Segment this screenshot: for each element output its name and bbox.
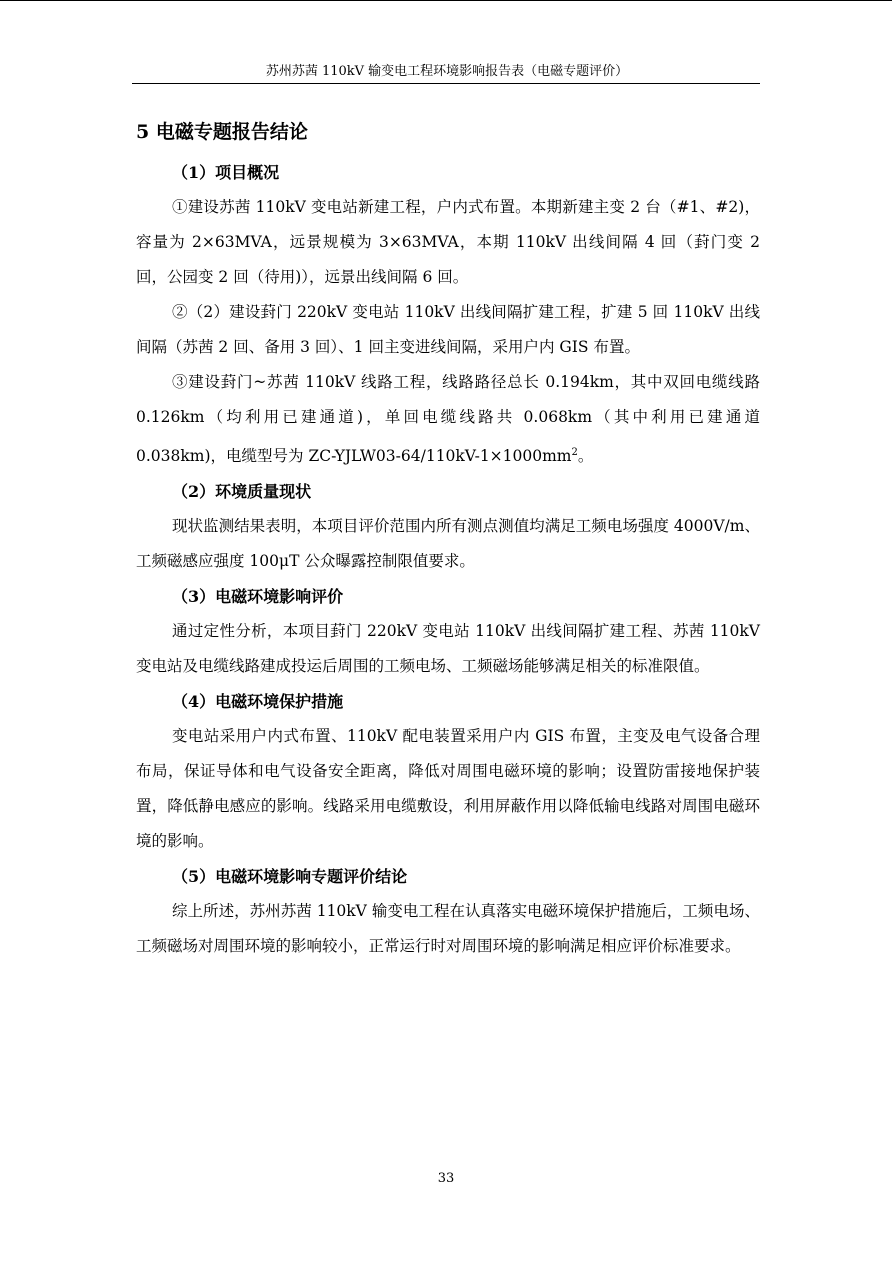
- subsection-title-project-overview: （1）项目概况: [172, 163, 280, 182]
- line-construction-end: 。: [577, 447, 594, 466]
- superscript-2: 2: [571, 447, 578, 458]
- section-title: 5 电磁专题报告结论: [136, 121, 308, 143]
- running-header: 苏州苏茜 110kV 输变电工程环境影响报告表（电磁专题评价）: [265, 64, 629, 79]
- paragraph-substation-construction: ①建设苏茜 110kV 变电站新建工程，户内式布置。本期新建主变 2 台（#1、#2)，容量为 2×63MVA，远景规模为 3×63MVA，本期 110kV 出线间隔 4 回（葑门变 2 回，公园变 2 回（待用)），远景出线间隔 6 回。: [136, 198, 760, 286]
- subsection-title-impact-assessment: （3）电磁环境影响评价: [172, 587, 344, 607]
- paragraph-protection-measures: 变电站采用户内式布置、110kV 配电装置采用户内 GIS 布置，主变及电气设备合理布局，保证导体和电气设备安全距离，降低对周围电磁环境的影响；设置防雷接地保护装置，降低静电感应的影响。线路采用电缆敷设，利用屏蔽作用以降低输电线路对周围电磁环境的影响。: [136, 727, 760, 851]
- subsection-title-protection-measures: （4）电磁环境保护措施: [172, 692, 344, 712]
- top-border-line: [0, 0, 892, 1]
- subsection-title-environment-status: （2）环境质量现状: [172, 482, 312, 502]
- subsection-title-conclusion: （5）电磁环境影响专题评价结论: [172, 867, 408, 887]
- paragraph-qualitative-analysis: 通过定性分析，本项目葑门 220kV 变电站 110kV 出线间隔扩建工程、苏茜 110kV 变电站及电缆线路建成投运后周围的工频电场、工频磁场能够满足相关的标准限值。: [136, 622, 760, 676]
- paragraph-line-construction: [136, 365, 760, 474]
- line-construction-text: ③建设葑门~苏茜 110kV 线路工程，线路路径总长 0.194km，其中双回电缆线路 0.126km（均利用已建通道)，单回电缆线路共 0.068km（其中利用已建通道 0.038km)，电缆型号为 ZC-YJLW03-64/110kV-1×1000mm: [136, 373, 760, 466]
- paragraph-conclusion: 综上所述，苏州苏茜 110kV 输变电工程在认真落实电磁环境保护措施后，工频电场、工频磁场对周围环境的影响较小，正常运行时对周围环境的影响满足相应评价标准要求。: [136, 902, 760, 956]
- paragraph-bay-expansion: ②（2）建设葑门 220kV 变电站 110kV 出线间隔扩建工程，扩建 5 回 110kV 出线间隔（苏茜 2 回、备用 3 回）、1 回主变进线间隔，采用户内 GIS 布置。: [136, 303, 760, 356]
- header-rule: [132, 83, 760, 84]
- page-number: 33: [437, 1171, 455, 1186]
- paragraph-monitoring-results: 现状监测结果表明，本项目评价范围内所有测点测值均满足工频电场强度 4000V/m、工频磁感应强度 100μT 公众曝露控制限值要求。: [136, 517, 760, 571]
- document-body: [136, 115, 760, 964]
